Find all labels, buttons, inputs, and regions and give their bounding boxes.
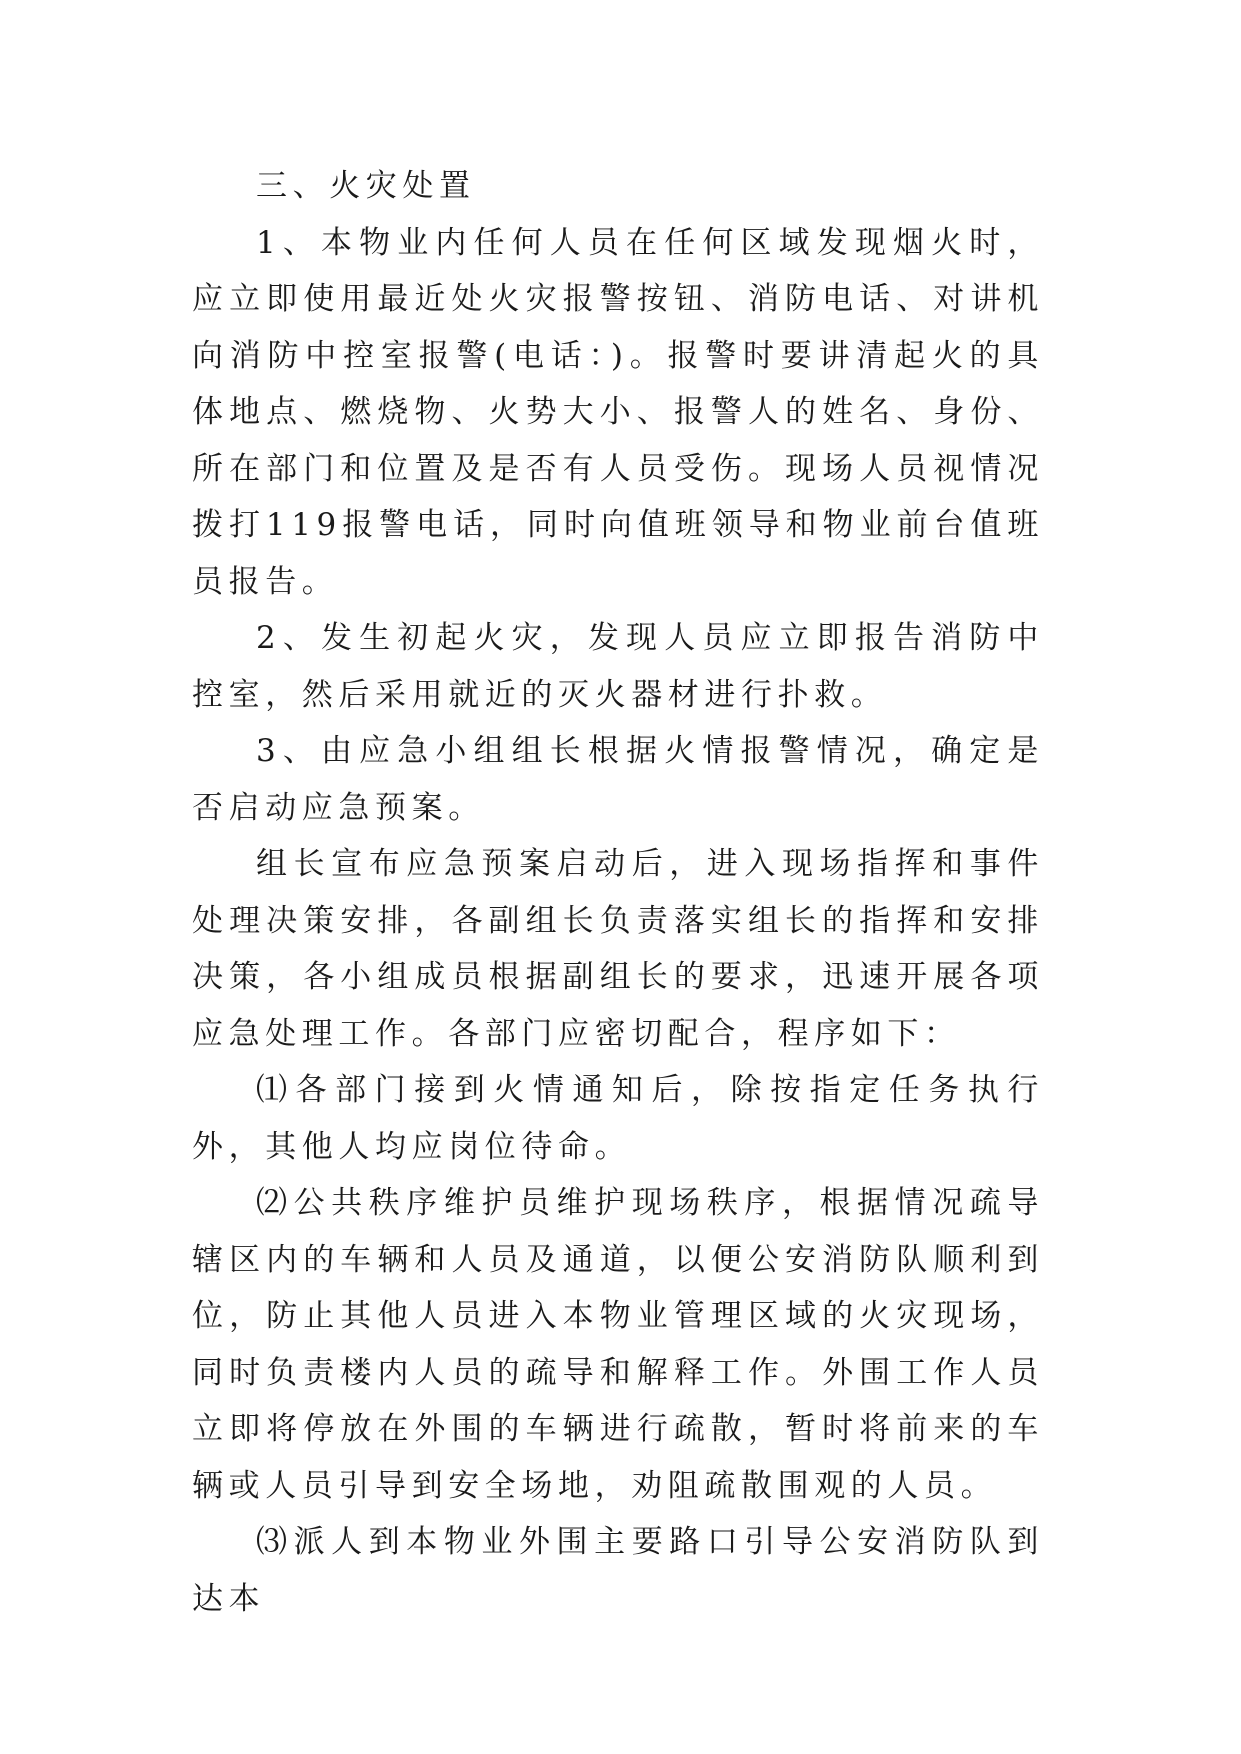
section-heading: 三、火灾处置 [256, 168, 476, 204]
paragraph-initial-fire: 2、发生初起火灾，发现人员应立即报告消防中控室，然后采用就近的灭火器材进行扑救。 [192, 620, 1044, 713]
paragraph-command-procedure: 组长宣布应急预案启动后，进入现场指挥和事件处理决策安排，各副组长负责落实组长的指挥和安排决策，各小组成员根据副组长的要求，迅速开展各项应急处理工作。各部门应密切配合，程序如下： [192, 846, 1044, 1052]
paragraph-emergency-plan: 3、由应急小组组长根据火情报警情况，确定是否启动应急预案。 [192, 733, 1044, 826]
paragraph-alarm-procedure: 1、本物业内任何人员在任何区域发现烟火时，应立即使用最近处火灾报警按钮、消防电话、对讲机向消防中控室报警(电话：)。报警时要讲清起火的具体地点、燃烧物、火势大小、报警人的姓名、身份、所在部门和位置及是否有人员受伤。现场人员视情况拨打119报警电话，同时向值班领导和物业前台值班员报告。 [192, 224, 1044, 600]
paragraph-step-3: ⑶派人到本物业外围主要路口引导公安消防队到达本 [192, 1524, 1044, 1617]
document-body [192, 158, 1044, 1627]
paragraph-step-1: ⑴各部门接到火情通知后，除按指定任务执行外，其他人均应岗位待命。 [192, 1072, 1044, 1165]
paragraph-step-2: ⑵公共秩序维护员维护现场秩序，根据情况疏导辖区内的车辆和人员及通道，以便公安消防队顺利到位，防止其他人员进入本物业管理区域的火灾现场，同时负责楼内人员的疏导和解释工作。外围工作人员立即将停放在外围的车辆进行疏散，暂时将前来的车辆或人员引导到安全场地，劝阻疏散围观的人员。 [192, 1185, 1044, 1504]
